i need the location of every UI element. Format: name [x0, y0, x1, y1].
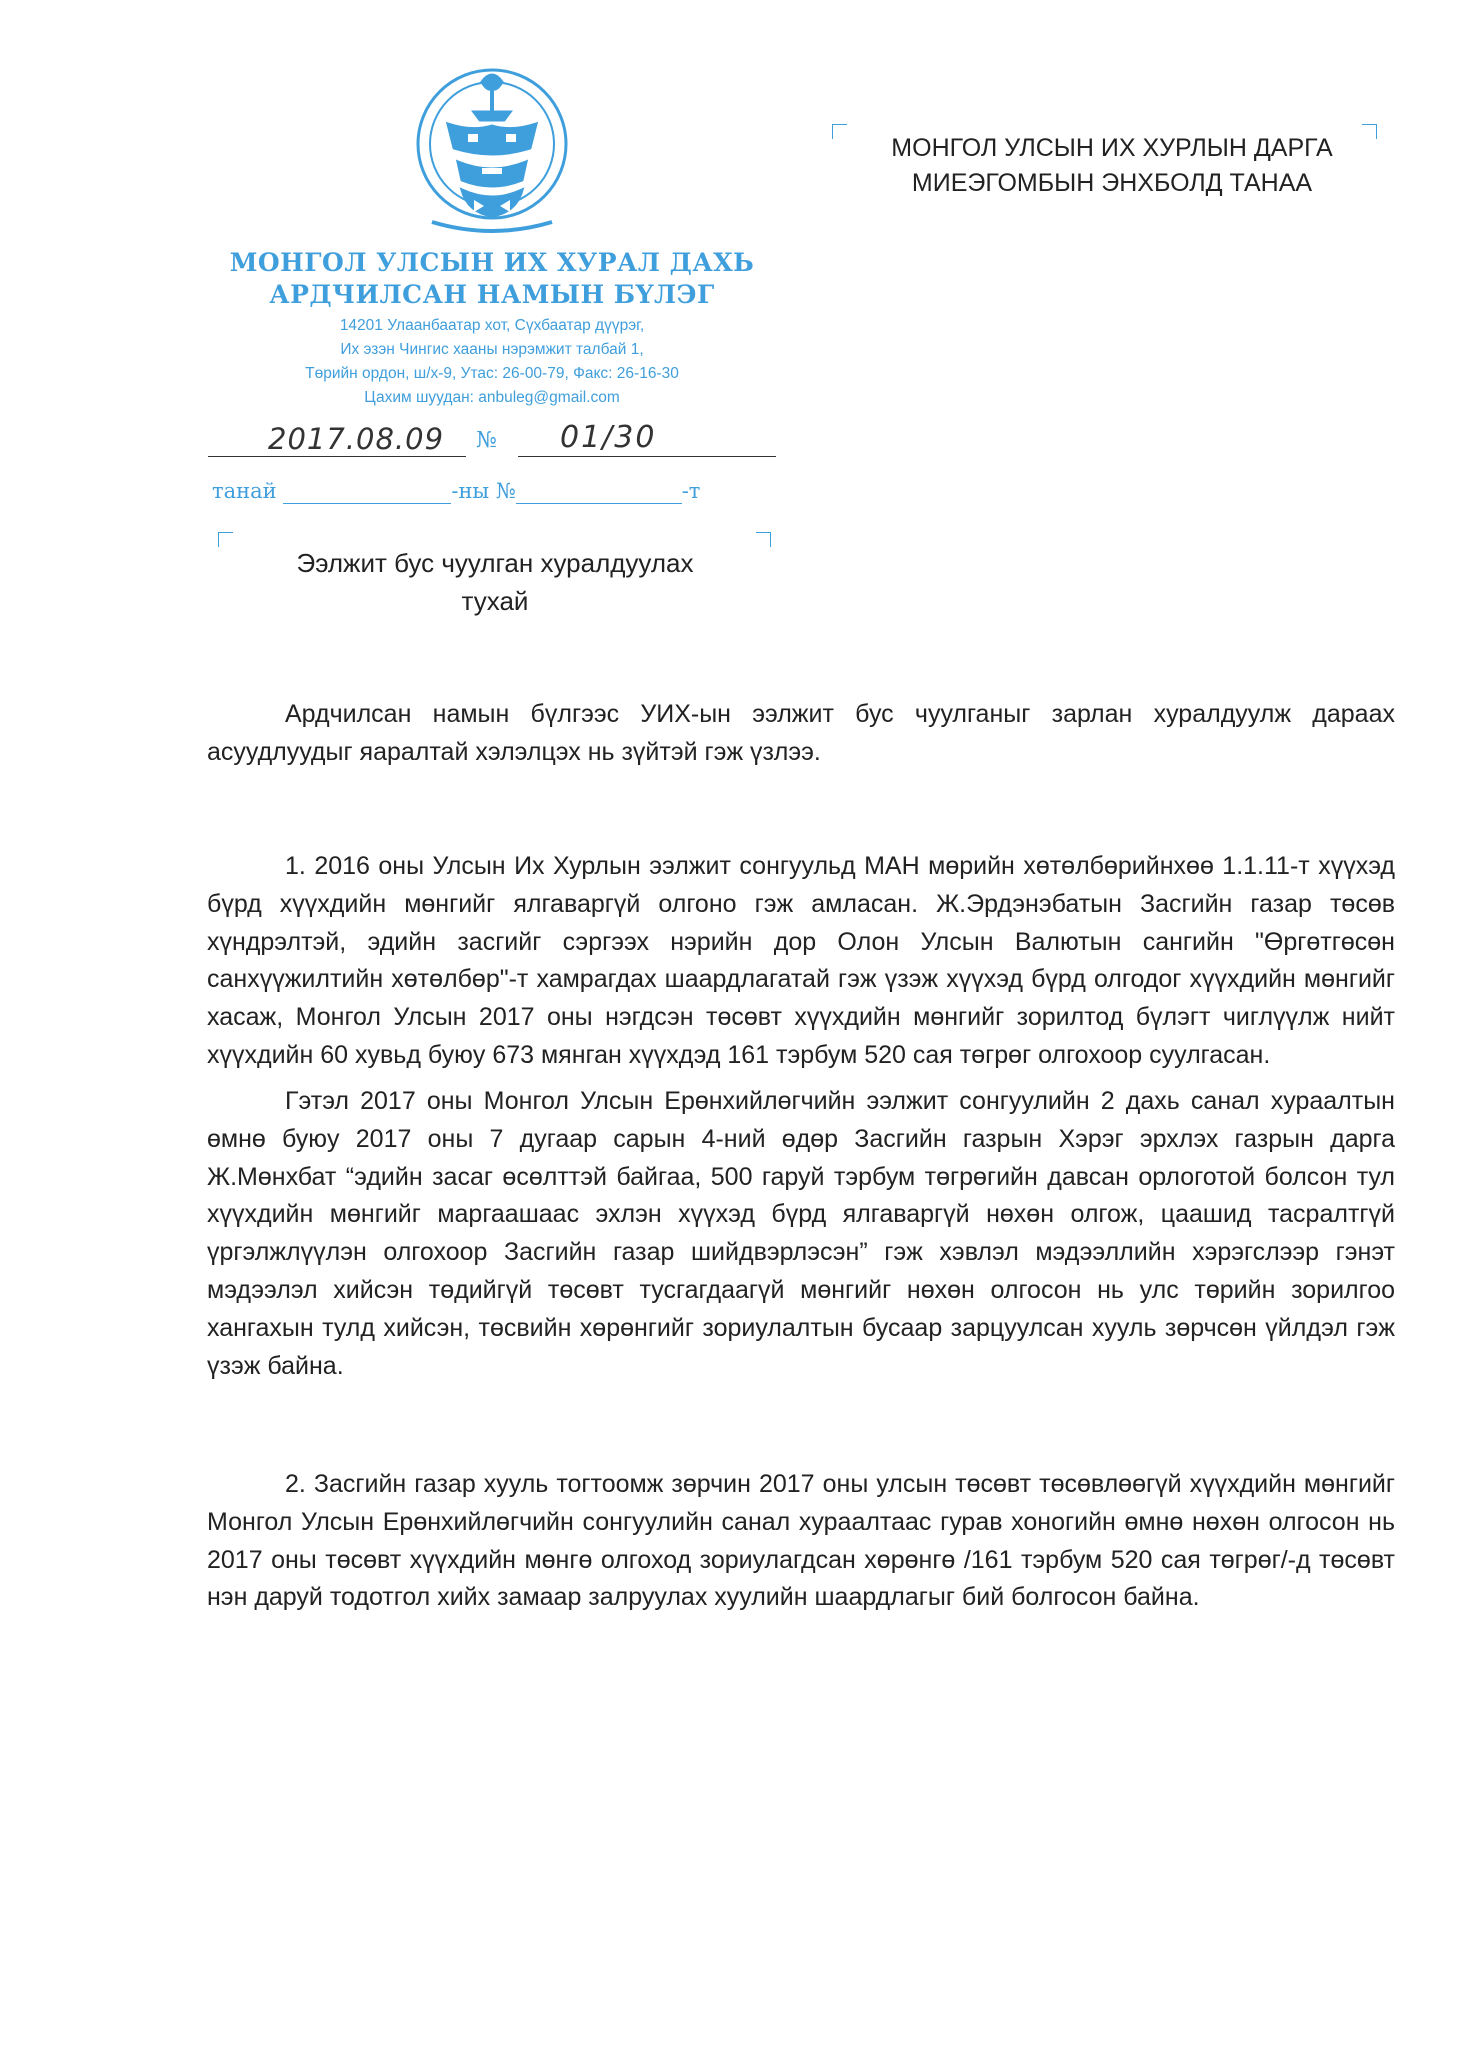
number-sign: №: [476, 428, 497, 453]
paragraph-1: 1. 2016 оны Улсын Их Хурлын ээлжит сонгуульд МАН мөрийн хөтөлбөрийнхөө 1.1.11-т хүүхэд бүрд хүүхдийн мөнгийг ялгаваргүй олгоно гэж амласан. Ж.Эрдэнэбатын Засгийн газар төсөв хүндрэлтэй, эдийн засгийг сэргээх нэрийн дор Олон Улсын Валютын сангийн "Өргөтгөсөн санхүүжилтийн хөтөлбөр"-т хамрагдах шаардлагатай гэж үзэж хүүхэд бүрд олгодог хүүхдийн мөнгийг хасаж, Монгол Улсын 2017 оны нэгдсэн төсөвт хүүхдийн мөнгийг зорилтод бүлэгт чиглүүлж нийт хүүхдийн 60 хувьд буюу 673 мянган хүүхдэд 161 тэрбум 520 сая төгрөг олгохоор суулгасан.: [207, 852, 1395, 1069]
org-address-line: Төрийн ордон, ш/х-9, Утас: 26-00-79, Факс: 26-16-30: [305, 365, 679, 382]
subject-corner-left: [218, 532, 233, 547]
subject-corner-right: [756, 532, 771, 547]
date-underline: [208, 456, 466, 457]
body-item-1: [207, 848, 1395, 1075]
number-underline: [518, 456, 776, 457]
paragraph-intro: Ардчилсан намын бүлгээс УИХ-ын ээлжит бус чуулганыг зарлан хуралдуулж дараах асуудлуудыг яаралтай хэлэлцэх нь зүйтэй гэж үзлээ.: [207, 700, 1395, 766]
subject-line2: тухай: [461, 586, 529, 616]
your-mid: -ны №: [451, 479, 516, 503]
letter-number: 01/30: [560, 420, 657, 455]
body-intro: [207, 696, 1395, 772]
state-emblem-icon: [412, 62, 572, 242]
recipient-title: МОНГОЛ УЛСЫН ИХ ХУРЛЫН ДАРГА: [891, 134, 1333, 162]
subject-line1: Ээлжит бус чуулган хуралдуулах: [296, 548, 694, 578]
your-prefix: танай: [212, 479, 277, 503]
paragraph-2: Гэтэл 2017 оны Монгол Улсын Ерөнхийлөгчийн ээлжит сонгуулийн 2 дахь санал хураалтын өмнө буюу 2017 оны 7 дугаар сарын 4-ний өдөр Засгийн газрын Хэрэг эрхлэх газрын дарга Ж.Мөнхбат “эдийн засаг өсөлттэй байгаа, 500 гаруй тэрбум төгрөгийн давсан орлоготой болсон тул хүүхдийн мөнгийг маргаашаас эхлэн хүүхэд бүрд ялгаваргүй нөхөн олгож, цаашид тасралтгүй үргэлжлүүлэн олгохоор Засгийн газар шийдвэрлэсэн” гэж хэвлэл мэдээллийн хэрэгслээр гэнэт мэдээлэл хийсэн төдийгүй төсөвт тусгагдаагүй мөнгийг нөхөн олгосон нь улс төрийн зорилгоо хангахын тулд хийсэн, төсвийн хөрөнгийг зориулалтын бусаар зарцуулсан хууль зөрчсөн үйлдэл гэж үзэж байна.: [207, 1087, 1395, 1380]
body-item-1-cont: [207, 1083, 1395, 1385]
recipient-name: МИЕЭГОМБЫН ЭНХБОЛД ТАНАА: [911, 169, 1313, 197]
body-item-2: [207, 1466, 1395, 1617]
org-name-line2: АРДЧИЛСАН НАМЫН БҮЛЭГ: [269, 280, 715, 309]
org-address-line: Цахим шуудан: anbuleg@gmail.com: [364, 389, 620, 406]
your-date-blank: [283, 479, 451, 504]
org-name-line1: МОНГОЛ УЛСЫН ИХ ХУРАЛ ДАХЬ: [229, 248, 755, 277]
your-reference-row: [212, 479, 772, 504]
paragraph-3: 2. Засгийн газар хууль тогтоомж зөрчин 2017 оны улсын төсөвт төсөвлөөгүй хүүхдийн мөнгийг Монгол Улсын Ерөнхийлөгчийн сонгуулийн санал хураалтаас гурав хоногийн өмнө нөхөн олгосон нь 2017 оны төсөвт хүүхдийн мөнгө олгоход зориулагдсан хөрөнгө /161 тэрбум 520 сая төгрөг/-д төсөвт нэн даруй тодотгол хийх замаар залруулах хуулийн шаардлагыг бий болгосон байна.: [207, 1470, 1395, 1612]
org-address-line: Их эзэн Чингис хааны нэрэмжит талбай 1,: [340, 341, 644, 358]
letter-date: 2017.08.09: [268, 422, 445, 456]
org-address-line: 14201 Улаанбаатар хот, Сүхбаатар дүүрэг,: [339, 317, 645, 334]
your-suffix: -т: [681, 479, 701, 503]
your-number-blank: [516, 479, 682, 504]
reference-row: [208, 420, 778, 460]
